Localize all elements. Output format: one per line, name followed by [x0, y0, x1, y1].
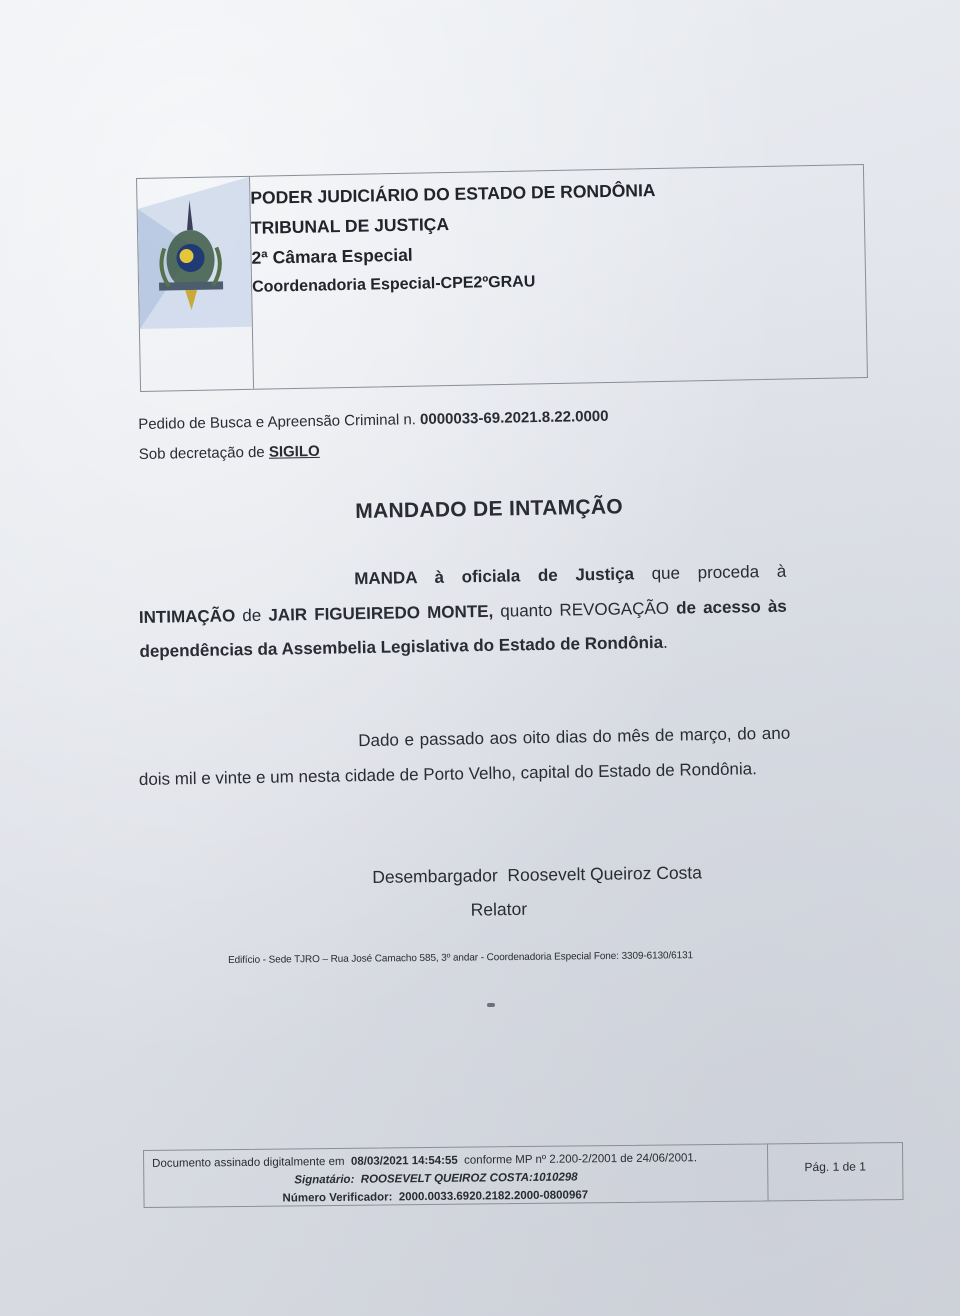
order-text-b: que proceda à — [651, 561, 787, 584]
court-name: TRIBUNAL DE JUSTIÇA — [250, 214, 450, 238]
order-text-c: INTIMAÇÃO — [138, 605, 236, 627]
ink-speck — [487, 1003, 495, 1007]
verifier-value: 2000.0033.6920.2182.2000-0800967 — [398, 1189, 589, 1204]
order-paragraph — [138, 555, 788, 670]
secrecy-value: SIGILO — [268, 442, 320, 461]
signed-datetime: 08/03/2021 14:54:55 — [350, 1154, 458, 1168]
conformity-text: conforme MP nº 2.200-2/2001 de 24/06/2001. — [464, 1152, 698, 1167]
court-address: Edifício - Sede TJRO – Rua José Camacho 585, 3º andar - Coordenadoria Especial Fone: 3309-6130/6131 — [228, 950, 694, 966]
order-text-a: MANDA à oficiala de Justiça — [354, 564, 635, 589]
defendant-name: JAIR FIGUEIREDO MONTE, — [268, 601, 494, 625]
coordination-name: Coordenadoria Especial-CPE2ºGRAU — [251, 273, 536, 296]
order-text-d: de — [242, 605, 262, 625]
page-number: Pág. 1 de 1 — [804, 1159, 866, 1175]
order-text-h: de acesso às dependências da Assembelia Legislativa do Estado de Rondônia — [139, 596, 787, 661]
rondonia-tj-crest-icon — [137, 177, 253, 391]
case-number: 0000033-69.2021.8.22.0000 — [419, 407, 609, 429]
judiciary-name: PODER JUDICIÁRIO DO ESTADO DE RONDÔNIA — [250, 180, 656, 208]
signer-role: Relator — [470, 898, 528, 920]
document-title: MANDADO DE INTAMÇÃO — [355, 495, 624, 523]
order-text-g: REVOGAÇÃO — [559, 598, 670, 620]
signatory-value: ROOSEVELT QUEIROZ COSTA:1010298 — [360, 1171, 578, 1186]
order-text-end: . — [662, 632, 668, 652]
case-reference — [138, 400, 699, 470]
letterhead — [136, 164, 868, 392]
verifier-label: Número Verificador: — [282, 1191, 393, 1205]
date-paragraph — [138, 717, 791, 797]
signed-label: Documento assinado digitalmente em — [152, 1155, 345, 1170]
secrecy-label: Sob decretação de — [138, 443, 265, 463]
signature-block — [372, 855, 703, 928]
signatory-label: Signatário: — [294, 1173, 355, 1187]
digital-signature-footer — [143, 1142, 904, 1208]
chamber-name: 2ª Câmara Especial — [251, 244, 413, 268]
order-text-f: quanto — [500, 600, 553, 621]
case-type-label: Pedido de Busca e Apreensão Criminal n. — [138, 411, 417, 433]
date-text: Dado e passado aos oito dias do mês de março, do ano dois mil e vinte e um nesta cidade de Porto Velho, capital do Estado de Rondônia. — [138, 723, 791, 789]
crest-cell — [137, 177, 254, 391]
signer-name: Desembargador Roosevelt Queiroz Costa — [372, 862, 703, 887]
